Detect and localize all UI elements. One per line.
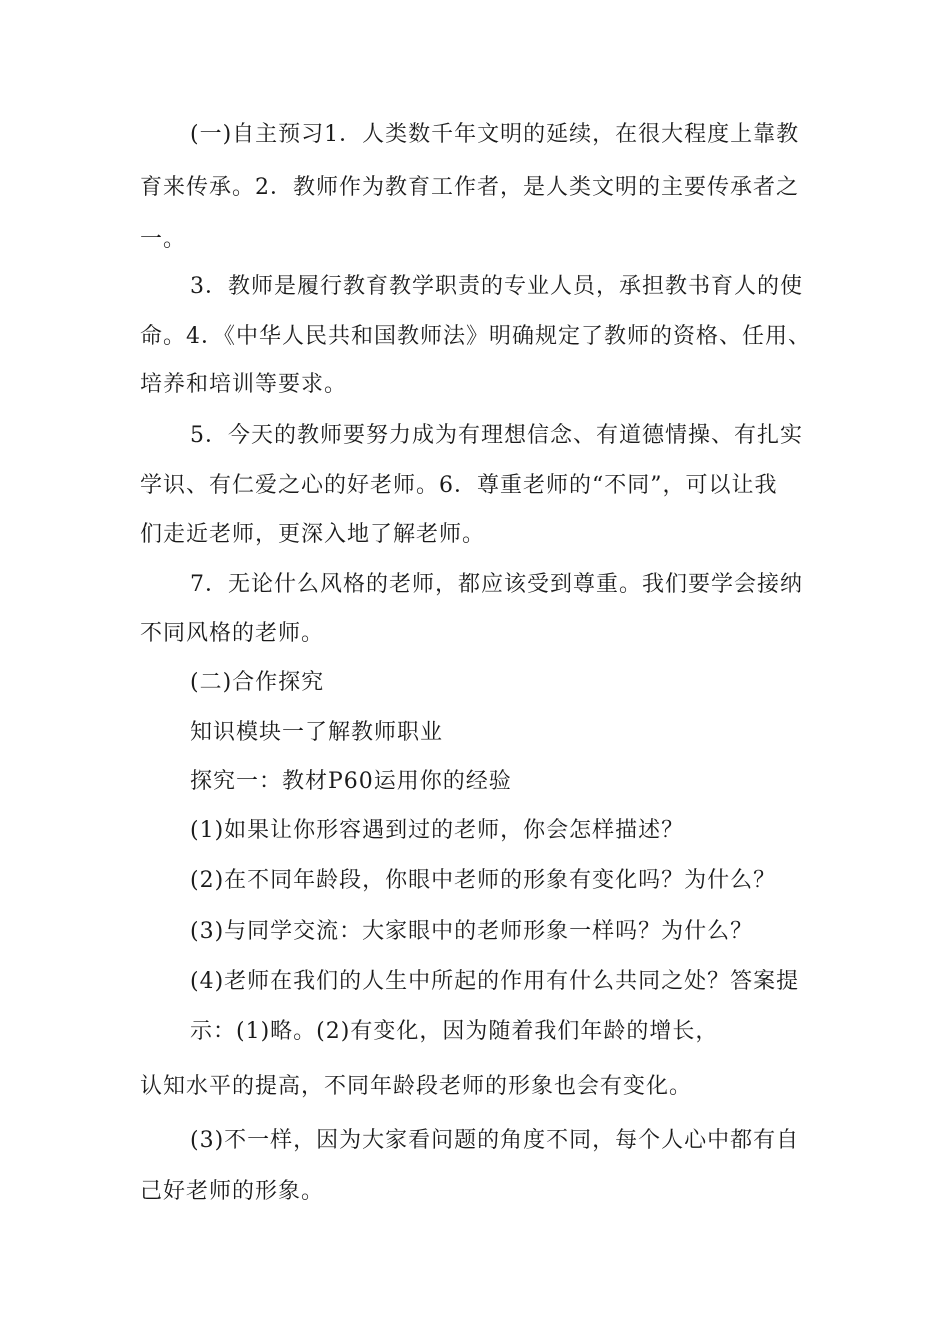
text-line: 不同风格的老师。 (140, 621, 325, 646)
text-line: 7．无论什么风格的老师，都应该受到尊重。我们要学会接纳 (190, 572, 803, 597)
module-heading: 知识模块一了解教师职业 (190, 720, 444, 745)
question-item: (4)老师在我们的人生中所起的作用有什么共同之处？答案提 (190, 969, 800, 994)
text-line: 一。 (140, 227, 187, 252)
answer-line: 认知水平的提高，不同年龄段老师的形象也会有变化。 (140, 1074, 693, 1099)
exploration-heading: 探究一：教材P60运用你的经验 (190, 769, 512, 794)
section-heading: (二)合作探究 (190, 670, 325, 695)
text-line: 3．教师是履行教育教学职责的专业人员，承担教书育人的使 (190, 274, 803, 299)
question-item: (1)如果让你形容遇到过的老师，你会怎样描述？ (190, 818, 685, 843)
text-line: (一)自主预习1．人类数千年文明的延续，在很大程度上靠教 (190, 122, 800, 147)
text-line: 学识、有仁爱之心的好老师。6．尊重老师的“不同”，可以让我 (140, 473, 778, 498)
answer-line: 示：(1)略。(2)有变化，因为随着我们年龄的增长， (190, 1019, 719, 1044)
question-item: (2)在不同年龄段，你眼中老师的形象有变化吗？为什么？ (190, 868, 777, 893)
text-line: 5．今天的教师要努力成为有理想信念、有道德情操、有扎实 (190, 423, 803, 448)
answer-line: 己好老师的形象。 (140, 1179, 325, 1204)
text-line: 培养和培训等要求。 (140, 372, 348, 397)
text-line: 命。4．《中华人民共和国教师法》明确规定了教师的资格、任用、 (140, 324, 811, 349)
text-line: 们走近老师，更深入地了解老师。 (140, 522, 486, 547)
answer-line: (3)不一样，因为大家看问题的角度不同，每个人心中都有自 (190, 1128, 800, 1153)
question-item: (3)与同学交流：大家眼中的老师形象一样吗？为什么？ (190, 919, 754, 944)
text-line: 育来传承。2．教师作为教育工作者，是人类文明的主要传承者之 (140, 175, 799, 200)
